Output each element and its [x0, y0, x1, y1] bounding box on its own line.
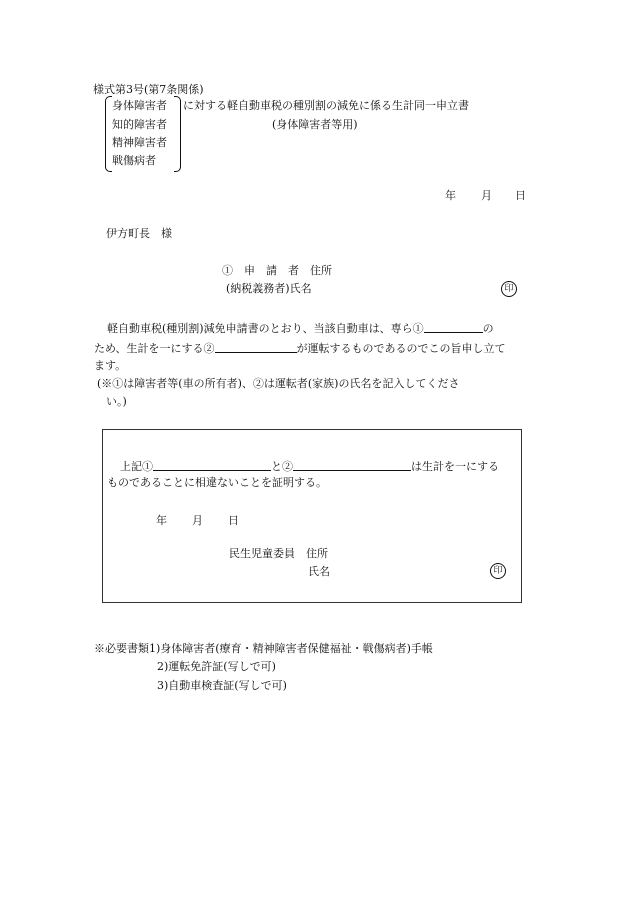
- note-line-2: い。): [106, 395, 127, 408]
- option-mental: 精神障害者: [112, 136, 167, 149]
- cert-owner-blank[interactable]: [153, 459, 271, 471]
- right-brace: [174, 96, 181, 172]
- date-year: 年: [445, 189, 456, 202]
- body-line-1-text: 軽自動車税(種別割)減免申請書のとおり、当該自動車は、専ら①: [107, 322, 424, 335]
- cert-commissioner-label: 民生児童委員 住所: [229, 547, 328, 560]
- cert-date-month: 月: [192, 514, 203, 527]
- required-doc-1: 身体障害者(療育・精神障害者保健福祉・戦傷病者)手帳: [160, 642, 433, 655]
- body-line-1: [107, 321, 494, 334]
- left-brace: [105, 96, 112, 172]
- owner-name-blank[interactable]: [424, 321, 483, 333]
- applicant-name-label: (納税義務者)氏名: [226, 282, 312, 295]
- body-line-2-text: ため、生計を一にする②: [94, 342, 215, 355]
- required-doc-3: 3)自動車検査証(写しで可): [157, 679, 287, 692]
- document-subtitle: (身体障害者等用): [272, 118, 358, 131]
- cert-line-1: [120, 459, 499, 472]
- date-month: 月: [481, 189, 492, 202]
- option-intellectual: 知的障害者: [112, 118, 167, 131]
- form-number: 様式第3号(第7条関係): [93, 83, 204, 96]
- cert-line-1-end: は生計を一にする: [411, 460, 499, 473]
- applicant-seal: 印: [501, 281, 517, 297]
- option-war-injured: 戦傷病者: [112, 154, 156, 167]
- body-line-1-end: の: [482, 322, 494, 335]
- driver-name-blank[interactable]: [215, 341, 297, 353]
- document-title: に対する軽自動車税の種別割の減免に係る生計同一申立書: [183, 99, 469, 112]
- cert-seal: 印: [490, 563, 506, 579]
- cert-date-day: 日: [228, 514, 239, 527]
- addressee: 伊方町長 様: [106, 227, 172, 240]
- note-line-1: (※①は障害者等(車の所有者)、②は運転者(家族)の氏名を記入してくださ: [97, 377, 460, 390]
- date-day: 日: [515, 189, 526, 202]
- body-line-3: ます。: [94, 359, 127, 372]
- cert-driver-blank[interactable]: [293, 459, 411, 471]
- cert-line-1-mid: と②: [271, 460, 293, 473]
- option-physical: 身体障害者: [112, 99, 167, 112]
- cert-line-2: ものであることに相違ないことを証明する。: [107, 476, 327, 489]
- cert-date-year: 年: [156, 514, 167, 527]
- required-docs-prefix: ※必要書類1): [94, 642, 161, 655]
- cert-name-label: 氏名: [308, 565, 330, 578]
- body-line-2-end: が運転するものであるのでこの旨申し立て: [296, 342, 506, 355]
- cert-line-1-start: 上記①: [120, 460, 153, 473]
- body-line-2: [94, 341, 506, 354]
- required-doc-2: 2)運転免許証(写しで可): [157, 660, 276, 673]
- required-docs-line-1: [94, 643, 433, 654]
- applicant-address-label: ① 申 請 者 住所: [222, 264, 332, 277]
